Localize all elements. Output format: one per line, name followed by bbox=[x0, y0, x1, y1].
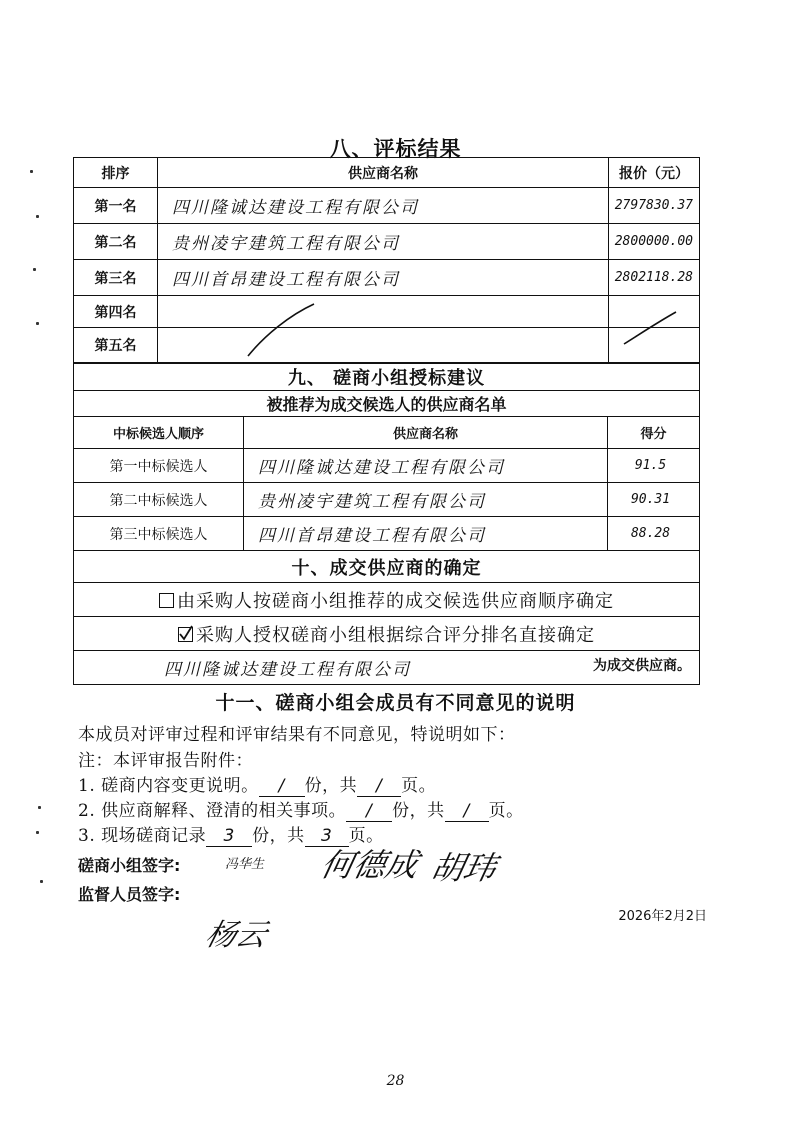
section11-title: 十一、磋商小组会成员有不同意见的说明 bbox=[215, 692, 576, 714]
section8-title: 八、评标结果 bbox=[329, 136, 462, 161]
item1-mid: 份，共 bbox=[304, 776, 358, 796]
item3-pages: 3 bbox=[305, 826, 349, 847]
candidate-score-cell: 91.5 bbox=[608, 449, 700, 483]
candidate-order-cell: 第二中标候选人 bbox=[74, 483, 244, 517]
item3-prefix: 3. 现场磋商记录 bbox=[78, 826, 207, 846]
recommendation-table bbox=[73, 363, 700, 685]
table-row bbox=[74, 483, 700, 517]
table-header-row bbox=[74, 158, 700, 188]
item2-prefix: 2. 供应商解释、澄清的相关事项。 bbox=[78, 801, 347, 821]
table-header-row bbox=[74, 417, 700, 449]
item1-pages: / bbox=[357, 776, 401, 797]
item3-copies: 3 bbox=[206, 826, 252, 847]
supplier-cell bbox=[158, 296, 609, 328]
item2-suffix: 页。 bbox=[488, 801, 524, 821]
page-number: 28 bbox=[386, 1073, 405, 1089]
checkbox-checked[interactable] bbox=[178, 627, 193, 642]
header-score: 得分 bbox=[608, 417, 700, 449]
table-row bbox=[74, 188, 700, 224]
final-supplier-row bbox=[74, 651, 700, 685]
section9-subtitle: 被推荐为成交候选人的供应商名单 bbox=[74, 391, 700, 417]
candidate-score-cell: 90.31 bbox=[608, 483, 700, 517]
supplier-cell: 四川首昂建设工程有限公司 bbox=[158, 260, 609, 296]
header-order: 中标候选人顺序 bbox=[74, 417, 244, 449]
header-rank: 排序 bbox=[74, 158, 158, 188]
table-row bbox=[74, 224, 700, 260]
item2-pages: / bbox=[445, 801, 489, 822]
signature-2: 何德成 bbox=[317, 846, 422, 884]
evaluation-results-table bbox=[73, 157, 700, 363]
table-row bbox=[74, 517, 700, 551]
supplier-cell: 贵州凌宇建筑工程有限公司 bbox=[158, 224, 609, 260]
supervisor-signature: 杨云 bbox=[201, 918, 271, 953]
item1-copies: / bbox=[259, 776, 305, 797]
supplier-cell: 四川隆诚达建设工程有限公司 bbox=[158, 188, 609, 224]
candidate-order-cell: 第一中标候选人 bbox=[74, 449, 244, 483]
item3-suffix: 页。 bbox=[348, 826, 384, 846]
section9-title: 九、 磋商小组授标建议 bbox=[74, 364, 700, 391]
signature-1: 冯华生 bbox=[225, 857, 265, 872]
candidate-score-cell: 88.28 bbox=[608, 517, 700, 551]
item3-mid: 份，共 bbox=[252, 826, 305, 846]
item2-mid: 份，共 bbox=[392, 801, 445, 821]
price-cell: 2800000.00 bbox=[609, 224, 700, 260]
item2-copies: / bbox=[346, 801, 392, 822]
rank-cell: 第三名 bbox=[74, 260, 158, 296]
table-row bbox=[74, 328, 700, 363]
table-row bbox=[74, 449, 700, 483]
candidate-supplier-cell: 四川隆诚达建设工程有限公司 bbox=[244, 449, 608, 483]
option2-label: 采购人授权磋商小组根据综合评分排名直接确定 bbox=[196, 624, 596, 646]
candidate-order-cell: 第三中标候选人 bbox=[74, 517, 244, 551]
rank-cell: 第二名 bbox=[74, 224, 158, 260]
dissent-statement: 本成员对评审过程和评审结果有不同意见，特说明如下： bbox=[78, 725, 516, 745]
signature-3: 胡玮 bbox=[427, 849, 500, 887]
header-price: 报价（元） bbox=[609, 158, 700, 188]
candidate-supplier-cell: 四川首昂建设工程有限公司 bbox=[244, 517, 608, 551]
group-signature-label: 磋商小组签字: bbox=[78, 856, 181, 875]
option-direct bbox=[74, 617, 700, 651]
attachment-note: 注：本评审报告附件： bbox=[78, 751, 253, 771]
section10-title: 十、成交供应商的确定 bbox=[74, 551, 700, 583]
checkbox-unchecked[interactable] bbox=[159, 593, 174, 608]
option-sequential bbox=[74, 583, 700, 617]
price-cell: 2797830.37 bbox=[609, 188, 700, 224]
option1-label: 由采购人按磋商小组推荐的成交候选供应商顺序确定 bbox=[177, 590, 615, 612]
rank-cell: 第四名 bbox=[74, 296, 158, 328]
item1-suffix: 页。 bbox=[401, 776, 437, 796]
table-row bbox=[74, 296, 700, 328]
empty-price-slash bbox=[620, 308, 680, 348]
price-cell: 2802118.28 bbox=[609, 260, 700, 296]
rank-cell: 第五名 bbox=[74, 328, 158, 363]
table-row bbox=[74, 260, 700, 296]
empty-row-slash bbox=[240, 300, 320, 360]
supervisor-signature-label: 监督人员签字: bbox=[78, 885, 181, 904]
final-supplier-suffix: 为成交供应商。 bbox=[593, 658, 692, 674]
report-date: 2026年2月2日 bbox=[618, 909, 707, 924]
header-supplier: 供应商名称 bbox=[244, 417, 608, 449]
supplier-cell bbox=[158, 328, 609, 363]
candidate-supplier-cell: 贵州凌宇建筑工程有限公司 bbox=[244, 483, 608, 517]
rank-cell: 第一名 bbox=[74, 188, 158, 224]
header-supplier: 供应商名称 bbox=[158, 158, 609, 188]
final-supplier-name: 四川隆诚达建设工程有限公司 bbox=[164, 660, 411, 680]
attachment-item-2 bbox=[78, 796, 524, 822]
item1-prefix: 1. 磋商内容变更说明。 bbox=[78, 776, 259, 796]
attachment-item-1 bbox=[78, 771, 436, 797]
